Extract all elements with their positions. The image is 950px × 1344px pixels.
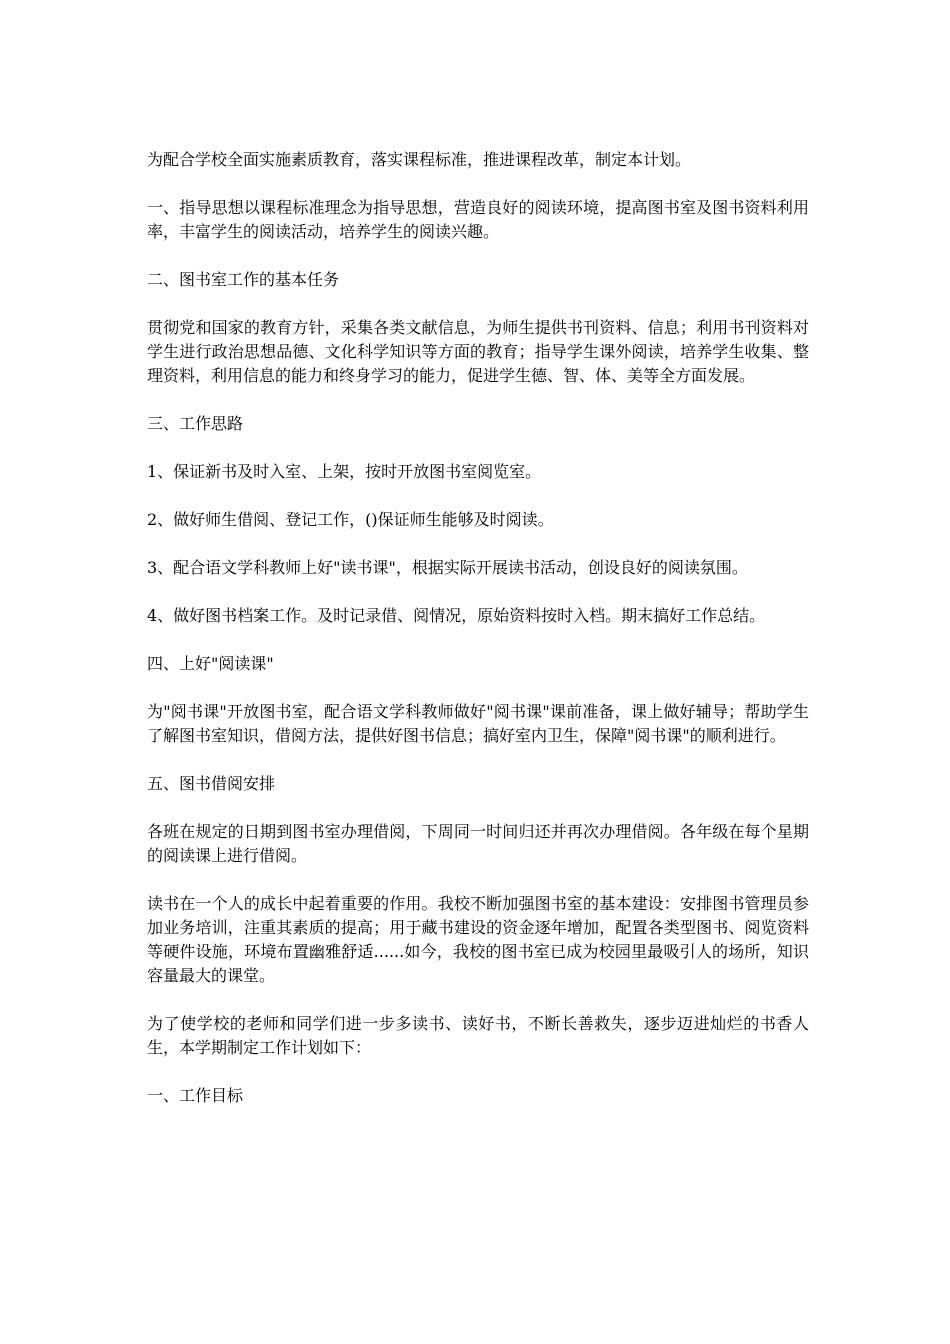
work-idea-item-2: 2、做好师生借阅、登记工作，()保证师生能够及时阅读。 [147, 510, 554, 529]
work-idea-item-3: 3、配合语文学科教师上好"读书课"，根据实际开展读书活动，创设良好的阅读氛围。 [147, 558, 748, 577]
borrowing-paragraph: 各班在规定的日期到图书室办理借阅，下周同一时间归还并再次办理借阅。各年级在每个星期的阅读课上进行借阅。 [147, 822, 809, 865]
section-heading-basic-tasks: 二、图书室工作的基本任务 [147, 270, 340, 289]
guiding-ideology-paragraph: 一、指导思想以课程标准理念为指导思想，营造良好的阅读环境，提高图书室及图书资料利用率，丰富学生的阅读活动，培养学生的阅读兴趣。 [147, 198, 809, 241]
basic-tasks-paragraph: 贯彻党和国家的教育方针，采集各类文献信息，为师生提供书刊资料、信息；利用书刊资料对学生进行政治思想品德、文化科学知识等方面的教育；指导学生课外阅读，培养学生收集、整理资料，利用信息的能力和终身学习的能力，促进学生德、智、体、美等全方面发展。 [147, 318, 809, 385]
work-idea-item-1: 1、保证新书及时入室、上架，按时开放图书室阅览室。 [147, 462, 542, 481]
reading-class-paragraph: 为"阅书课"开放图书室，配合语文学科教师做好"阅书课"课前准备，课上做好辅导；帮助学生了解图书室知识，借阅方法，提供好图书信息；搞好室内卫生，保障"阅书课"的顺利进行。 [147, 702, 809, 745]
section-heading-work-goals: 一、工作目标 [147, 1086, 244, 1105]
plan-intro-paragraph: 为了使学校的老师和同学们进一步多读书、读好书，不断长善救失，逐步迈进灿烂的书香人生，本学期制定工作计划如下： [147, 1014, 809, 1057]
library-construction-paragraph: 读书在一个人的成长中起着重要的作用。我校不断加强图书室的基本建设：安排图书管理员参加业务培训，注重其素质的提高；用于藏书建设的资金逐年增加，配置各类型图书、阅览资料等硬件设施，环境布置幽雅舒适......如今，我校的图书室已成为校园里最吸引人的场所，知识容量最大的课堂。 [147, 894, 809, 985]
section-heading-reading-class: 四、上好"阅读课" [147, 654, 274, 673]
section-heading-work-ideas: 三、工作思路 [147, 414, 244, 433]
document-body [147, 148, 809, 1132]
intro-paragraph: 为配合学校全面实施素质教育，落实课程标准，推进课程改革，制定本计划。 [147, 150, 692, 169]
work-idea-item-4: 4、做好图书档案工作。及时记录借、阅情况，原始资料按时入档。期末搞好工作总结。 [147, 606, 766, 625]
section-heading-borrowing: 五、图书借阅安排 [147, 774, 276, 793]
